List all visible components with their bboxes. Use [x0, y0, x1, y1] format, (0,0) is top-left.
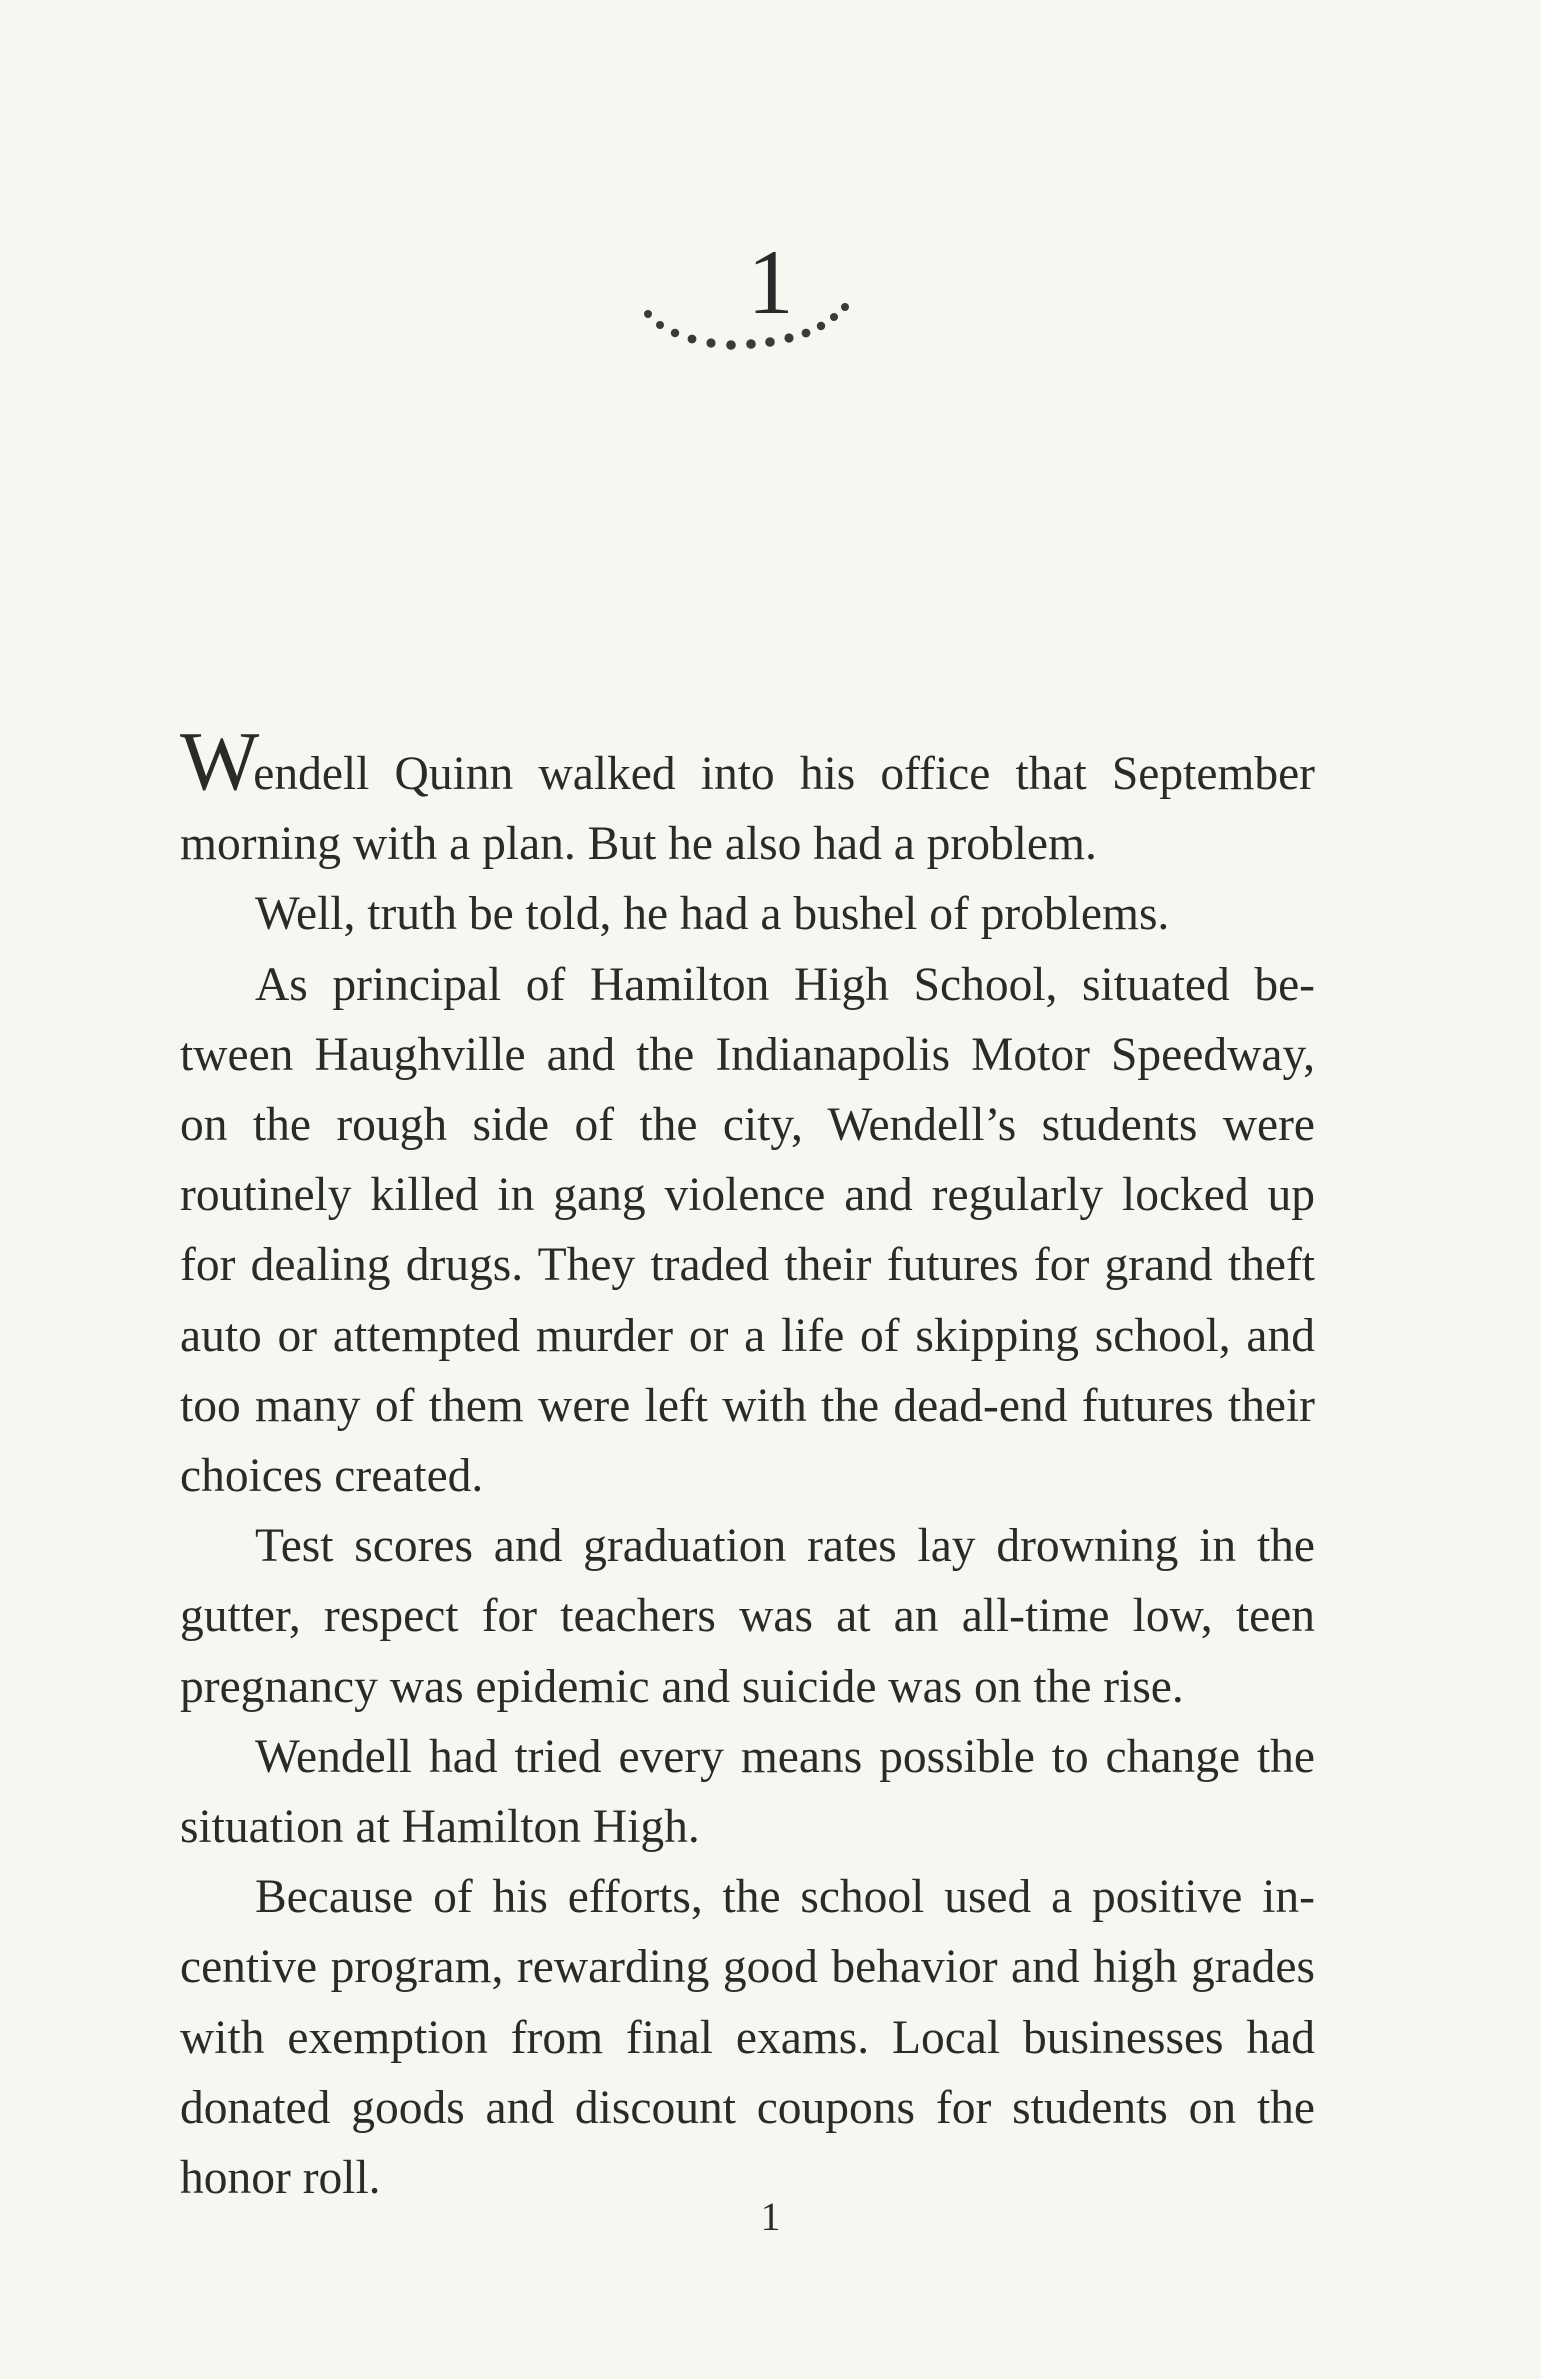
paragraph: As principal of Hamilton High School, situated between Haughville and the Indianapolis Motor Speedway, on the rough side of the city, Wendell’s students were routinely killed in gang violence and regularly locked up for dealing drugs. They traded their futures for grand theft auto or attempted murder or a life of skipping school, and too many of them were left with the dead-end futures their choices created. — [180, 958, 1315, 1503]
opening-paragraph — [180, 715, 1315, 879]
opening-text: endell Quinn walked into his office that September morning with a plan. But he also had a problem. — [180, 748, 1315, 871]
paragraph: Test scores and graduation rates lay drowning in the gutter, respect for teachers was at an all-time low, teen pregnancy was epidemic and suicide was on the rise. — [180, 1520, 1315, 1713]
drop-cap: W — [180, 715, 254, 808]
page-number: 1 — [760, 2194, 781, 2239]
paragraph: Well, truth be told, he had a bushel of problems. — [255, 888, 1170, 941]
chapter-number: 1 — [747, 231, 794, 333]
chapter-body — [180, 715, 1315, 2213]
paragraph: Wendell had tried every means possible to change the situation at Hamilton High. — [180, 1730, 1315, 1854]
dotted-arc-ornament-icon — [640, 300, 900, 390]
paragraph: Because of his efforts, the school used a positive incentive program, rewarding good behavior and high grades with exemption from final exams. Local businesses had donated goods and discount coupons for students on the honor roll. — [180, 1871, 1315, 2205]
